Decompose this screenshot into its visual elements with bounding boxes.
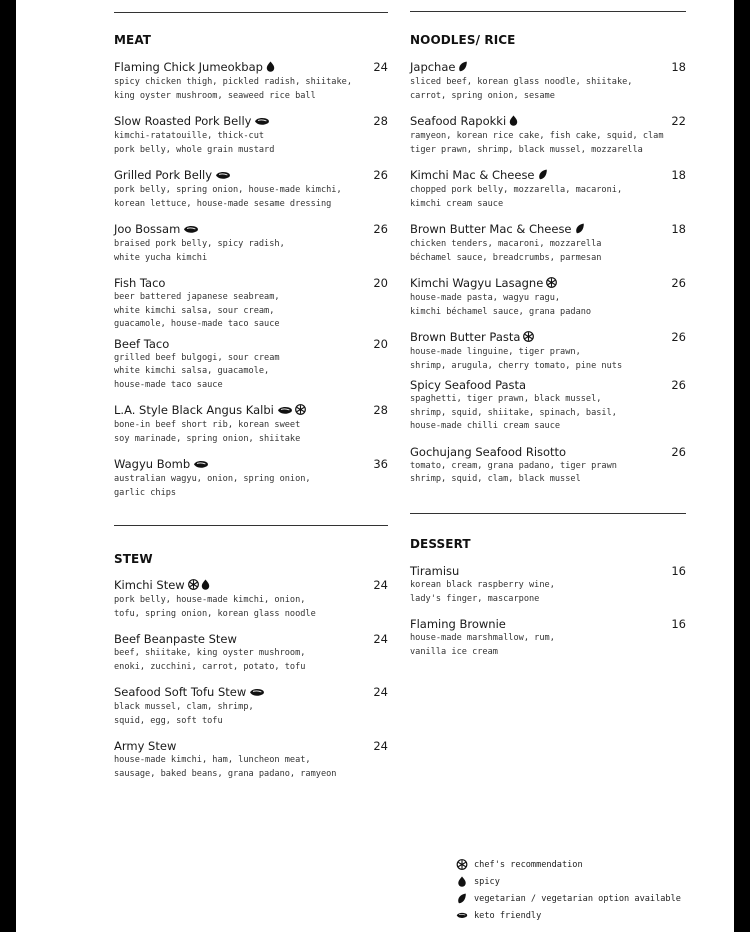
legend-item	[456, 890, 681, 907]
menu-item	[114, 632, 388, 674]
item-price: 20	[373, 276, 388, 290]
divider	[114, 12, 388, 13]
menu-item	[410, 276, 686, 319]
item-description: pork belly, house-made kimchi, onion, tofu, spring onion, korean glass noodle	[114, 595, 316, 619]
item-name: Flaming Chick Jumeokbap	[114, 60, 263, 74]
legend-label: chef's recommendation	[474, 859, 583, 870]
legend-item	[456, 856, 681, 873]
keto-icon	[277, 404, 295, 419]
item-description: spicy chicken thigh, pickled radish, shiitake, king oyster mushroom, seaweed rice ball	[114, 77, 352, 101]
item-name: Beef Beanpaste Stew	[114, 632, 237, 646]
menu-item	[410, 168, 686, 211]
item-icons	[215, 169, 233, 184]
item-icons	[188, 579, 212, 594]
menu-item	[410, 564, 686, 606]
menu-item	[114, 403, 388, 446]
keto-icon	[193, 458, 211, 473]
item-name-row	[114, 632, 388, 647]
item-price: 26	[671, 378, 686, 392]
item-name: Gochujang Seafood Risotto	[410, 444, 567, 459]
stew-section	[114, 525, 388, 781]
menu-item	[410, 114, 686, 157]
item-name-row	[410, 222, 686, 238]
veg-icon	[575, 223, 587, 238]
keto-icon	[249, 686, 267, 701]
item-name: Seafood Rapokki	[410, 114, 507, 128]
spicy-icon	[509, 115, 520, 130]
item-description: sliced beef, korean glass noodle, shiitake, carrot, spring onion, sesame	[410, 77, 633, 101]
item-description: house-made linguine, tiger prawn, shrimp, arugula, cherry tomato, pine nuts	[410, 347, 623, 371]
item-name-row	[114, 685, 388, 701]
item-description: bone-in beef short rib, korean sweet soy marinade, spring onion, shiitake	[114, 420, 301, 444]
item-price: 18	[671, 60, 686, 74]
item-name-row	[410, 564, 686, 579]
item-name-row	[410, 168, 686, 184]
item-description: korean black raspberry wine, lady's finger, mascarpone	[410, 580, 555, 604]
divider	[410, 11, 686, 12]
item-name: Japchae	[410, 60, 456, 74]
item-name: Kimchi Mac & Cheese	[410, 168, 535, 182]
spicy-icon	[201, 579, 212, 594]
keto-icon	[456, 906, 474, 925]
item-name-row	[114, 739, 388, 754]
dessert-section	[410, 513, 686, 659]
item-name-row	[410, 276, 686, 292]
section-title: MEAT	[114, 33, 152, 47]
legend-label: vegetarian / vegetarian option available	[474, 893, 681, 904]
legend-item	[456, 907, 681, 924]
item-description: beer battered japanese seabream, white kimchi salsa, sour cream, guacamole, house-made taco sauce	[114, 292, 280, 329]
item-icons	[183, 223, 201, 238]
item-name-row	[410, 617, 686, 632]
item-icons	[193, 458, 211, 473]
item-price: 36	[373, 457, 388, 471]
meat-section	[114, 12, 388, 500]
item-name-row	[114, 578, 388, 594]
menu-item	[114, 168, 388, 211]
chef-icon	[523, 331, 536, 346]
item-icons	[254, 115, 272, 130]
item-name-row	[114, 114, 388, 130]
item-name-row	[114, 337, 388, 352]
keto-icon	[215, 169, 233, 184]
item-icons	[277, 404, 308, 419]
menu-item	[410, 445, 686, 487]
item-price: 24	[373, 60, 388, 74]
item-name: Army Stew	[114, 739, 177, 753]
veg-icon	[458, 61, 470, 76]
menu-item	[410, 378, 686, 434]
item-name: Spicy Seafood Pasta	[410, 378, 527, 392]
menu-item	[114, 739, 388, 781]
menu-item	[114, 337, 388, 393]
item-price: 28	[373, 114, 388, 128]
veg-icon	[538, 169, 550, 184]
menu-item	[114, 578, 388, 621]
item-price: 28	[373, 403, 388, 417]
item-name: Flaming Brownie	[410, 617, 506, 631]
menu-list	[410, 60, 686, 487]
menu-item	[114, 222, 388, 265]
menu-list	[410, 564, 686, 659]
item-price: 26	[373, 168, 388, 182]
noodles-section	[410, 11, 686, 487]
item-description: black mussel, clam, shrimp, squid, egg, soft tofu	[114, 702, 254, 726]
item-name: Slow Roasted Pork Belly	[114, 114, 252, 128]
item-name-row	[114, 403, 388, 419]
item-price: 20	[373, 336, 388, 351]
item-price: 16	[671, 564, 686, 578]
legend-label: spicy	[474, 876, 500, 887]
item-name-row	[114, 222, 388, 238]
item-description: ramyeon, korean rice cake, fish cake, squid, clam tiger prawn, shrimp, black mussel, mozzarella	[410, 131, 664, 155]
item-description: australian wagyu, onion, spring onion, garlic chips	[114, 474, 311, 498]
item-price: 22	[671, 114, 686, 128]
item-price: 24	[373, 685, 388, 699]
item-icons	[509, 115, 520, 130]
keto-icon	[254, 115, 272, 130]
item-description: house-made marshmallow, rum, vanilla ice cream	[410, 633, 555, 657]
menu-item	[114, 685, 388, 728]
item-description: pork belly, spring onion, house-made kimchi, korean lettuce, house-made sesame dressing	[114, 185, 342, 209]
item-description: chicken tenders, macaroni, mozzarella béchamel sauce, breadcrumbs, parmesan	[410, 239, 602, 263]
item-name: Grilled Pork Belly	[114, 168, 213, 182]
chef-icon	[546, 277, 559, 292]
menu-list	[114, 578, 388, 781]
item-name-row	[410, 445, 686, 460]
item-name-row	[410, 330, 686, 346]
item-price: 26	[671, 444, 686, 459]
item-name-row	[114, 60, 388, 76]
menu-item	[114, 457, 388, 500]
divider	[114, 525, 388, 526]
chef-icon	[188, 579, 201, 594]
item-name: Seafood Soft Tofu Stew	[114, 685, 247, 699]
section-title: NOODLES/ RICE	[410, 33, 516, 47]
item-name: L.A. Style Black Angus Kalbi	[114, 403, 274, 417]
item-price: 24	[373, 739, 388, 753]
item-name: Fish Taco	[114, 276, 166, 290]
spicy-icon	[266, 61, 277, 76]
item-price: 18	[671, 168, 686, 182]
menu-item	[114, 60, 388, 103]
legend-item	[456, 873, 681, 890]
item-name-row	[410, 60, 686, 76]
item-name-row	[114, 276, 388, 291]
item-icons	[523, 331, 536, 346]
item-name: Brown Butter Mac & Cheese	[410, 222, 572, 236]
item-price: 18	[671, 222, 686, 236]
item-icons	[538, 169, 550, 184]
item-name-row	[410, 378, 686, 393]
item-name: Wagyu Bomb	[114, 457, 191, 471]
item-price: 16	[671, 617, 686, 631]
item-description: tomato, cream, grana padano, tiger prawn shrimp, squid, clam, black mussel	[410, 460, 617, 484]
menu-page	[16, 0, 734, 932]
item-icons	[249, 686, 267, 701]
item-icons	[546, 277, 559, 292]
divider	[410, 513, 686, 514]
item-price: 26	[373, 222, 388, 236]
item-icons	[575, 223, 587, 238]
menu-item	[114, 114, 388, 157]
legend	[456, 856, 681, 924]
item-icons	[458, 61, 470, 76]
item-price: 26	[671, 330, 686, 344]
item-description: kimchi-ratatouille, thick-cut pork belly, whole grain mustard	[114, 131, 275, 155]
item-name-row	[114, 168, 388, 184]
item-description: grilled beef bulgogi, sour cream white kimchi salsa, guacamole, house-made taco sauce	[114, 352, 280, 390]
item-icons	[266, 61, 277, 76]
item-name: Joo Bossam	[114, 222, 181, 236]
item-description: spaghetti, tiger prawn, black mussel, shrimp, squid, shiitake, spinach, basil, house-made chilli cream sauce	[410, 394, 617, 431]
item-price: 24	[373, 632, 388, 646]
item-price: 26	[671, 276, 686, 290]
menu-item	[410, 222, 686, 265]
section-title: STEW	[114, 552, 153, 566]
menu-item	[410, 60, 686, 103]
section-title: DESSERT	[410, 537, 471, 551]
item-name-row	[410, 114, 686, 130]
menu-item	[410, 617, 686, 659]
item-description: house-made kimchi, ham, luncheon meat, sausage, baked beans, grana padano, ramyeon	[114, 755, 337, 779]
item-name: Tiramisu	[410, 564, 460, 578]
item-price: 24	[373, 578, 388, 592]
item-name: Brown Butter Pasta	[410, 330, 521, 344]
item-description: beef, shiitake, king oyster mushroom, enoki, zucchini, carrot, potato, tofu	[114, 648, 306, 672]
menu-list	[114, 60, 388, 500]
menu-item	[410, 330, 686, 373]
item-name: Beef Taco	[114, 336, 170, 351]
item-description: braised pork belly, spicy radish, white yucha kimchi	[114, 239, 285, 263]
menu-item	[114, 276, 388, 332]
keto-icon	[183, 223, 201, 238]
item-name-row	[114, 457, 388, 473]
item-description: chopped pork belly, mozzarella, macaroni, kimchi cream sauce	[410, 185, 623, 209]
legend-label: keto friendly	[474, 910, 542, 921]
item-name: Kimchi Stew	[114, 578, 185, 592]
item-name: Kimchi Wagyu Lasagne	[410, 276, 544, 290]
chef-icon	[295, 404, 308, 419]
item-description: house-made pasta, wagyu ragu, kimchi béchamel sauce, grana padano	[410, 293, 592, 317]
